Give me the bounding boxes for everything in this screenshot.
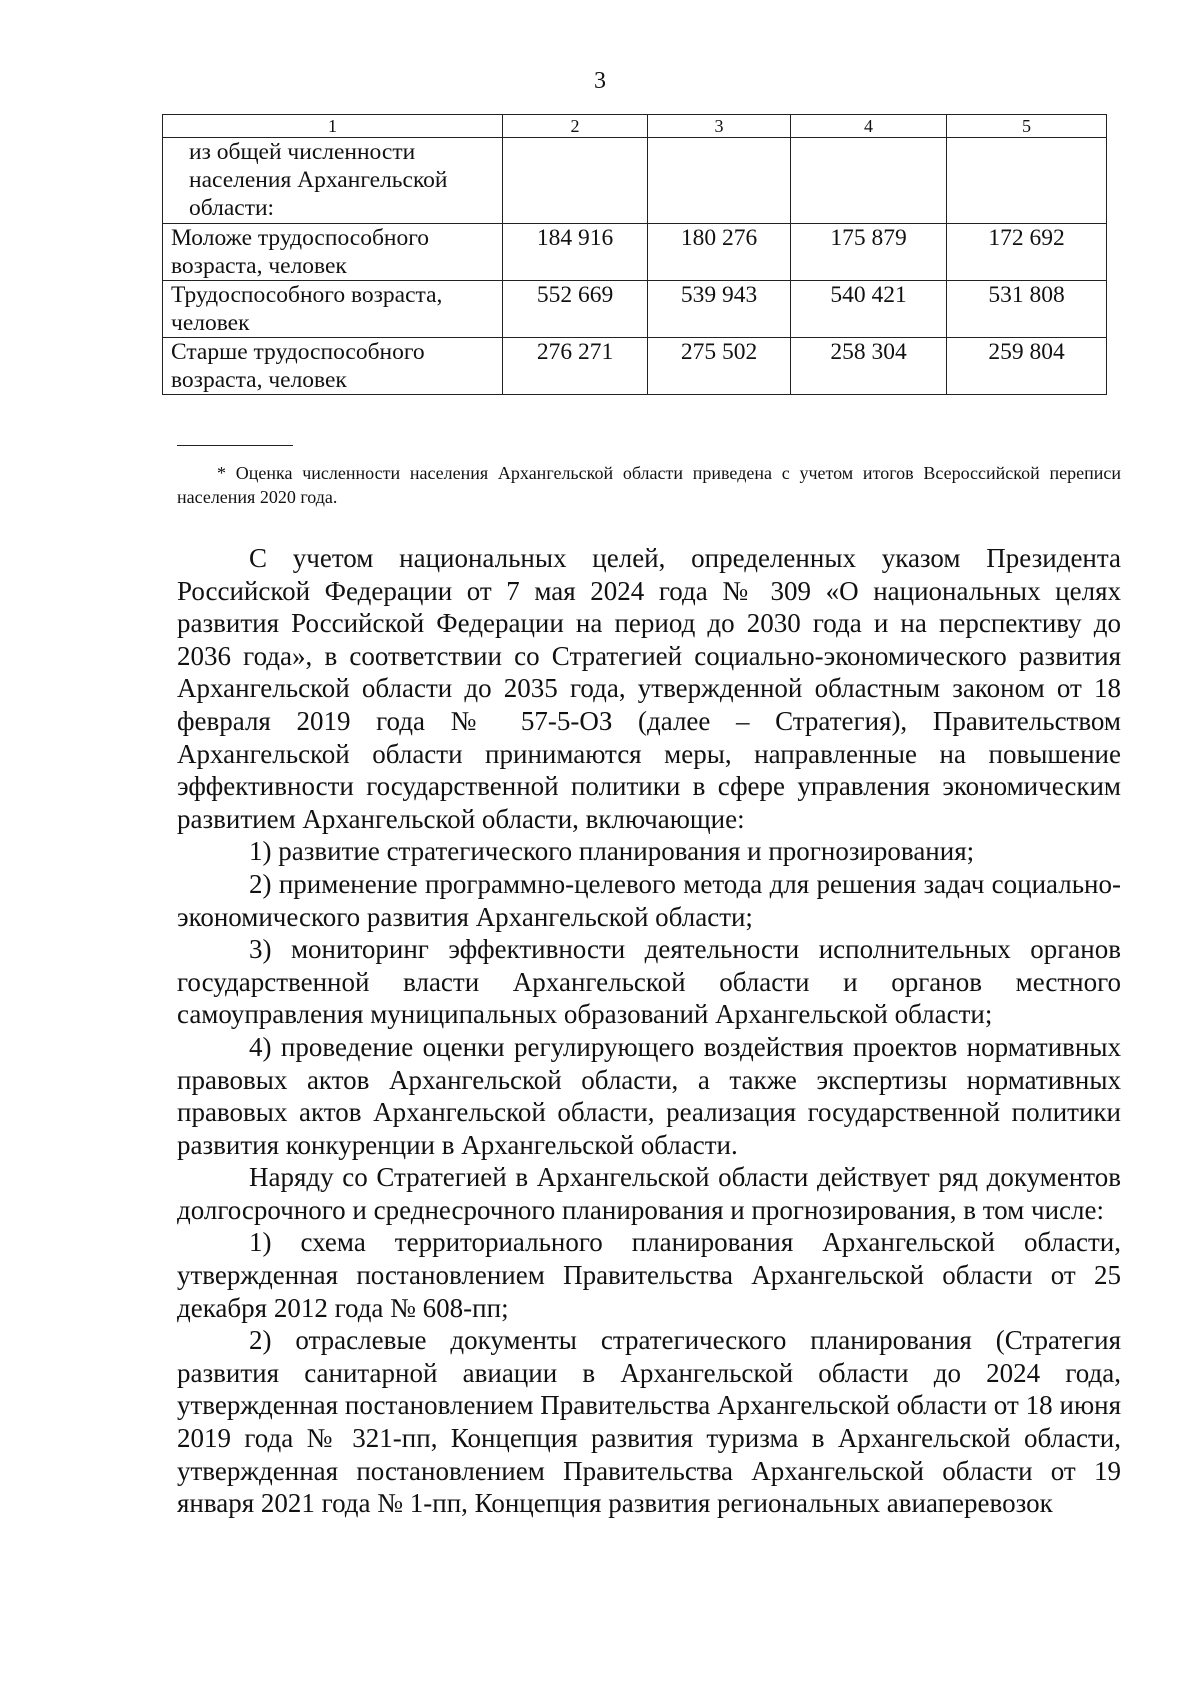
footnote-divider xyxy=(177,445,293,446)
table-cell: 276 271 xyxy=(503,338,648,395)
paragraph: Наряду со Стратегией в Архангельской области действует ряд документов долгосрочного и среднесрочного планирования и прогнозирования, в том числе: xyxy=(177,1162,1121,1225)
table-subheading-row xyxy=(163,138,1107,224)
table-row-label: Моложе трудоспособного возраста, человек xyxy=(163,224,503,281)
table-header-cell: 3 xyxy=(648,115,791,138)
table-header-cell: 4 xyxy=(791,115,947,138)
table-empty-cell xyxy=(791,138,947,224)
table-subheading: из общей численности населения Архангельской области: xyxy=(163,138,503,224)
table-header-cell: 1 xyxy=(163,115,503,138)
table-cell: 275 502 xyxy=(648,338,791,395)
table-empty-cell xyxy=(648,138,791,224)
paragraph: С учетом национальных целей, определенных указом Президента Российской Федерации от 7 мая 2024 года № 309 «О национальных целях развития Российской Федерации на период до 2030 года и на перспективу до 2036 года», в соответствии со Стратегией социально-экономического развития Архангельской области до 2035 года, утвержденной областным законом от 18 февраля 2019 года № 57-5-ОЗ (далее – Стратегия), Правительством Архангельской области принимаются меры, направленные на повышение эффективности государственной политики в сфере управления экономическим развитием Архангельской области, включающие: xyxy=(177,543,1121,834)
table-cell: 172 692 xyxy=(947,224,1107,281)
population-table xyxy=(162,114,1107,395)
table-header-cell: 5 xyxy=(947,115,1107,138)
paragraph: 2) применение программно-целевого метода для решения задач социально-экономического развития Архангельской области; xyxy=(177,868,1121,932)
footnote xyxy=(177,461,1121,509)
page-number: 3 xyxy=(594,68,606,94)
table-cell: 259 804 xyxy=(947,338,1107,395)
body-text xyxy=(177,542,1121,1520)
table-row xyxy=(163,224,1107,281)
table-row xyxy=(163,338,1107,395)
table-empty-cell xyxy=(503,138,648,224)
table-cell: 540 421 xyxy=(791,281,947,338)
table-cell: 184 916 xyxy=(503,224,648,281)
paragraph: 3) мониторинг эффективности деятельности исполнительных органов государственной власти Архангельской области и органов местного самоуправления муниципальных образований Архангельской области; xyxy=(177,934,1121,1030)
table-empty-cell xyxy=(947,138,1107,224)
paragraph: 1) развитие стратегического планирования и прогнозирования; xyxy=(249,836,975,867)
paragraph: 1) схема территориального планирования Архангельской области, утвержденная постановлением Правительства Архангельской области от 25 декабря 2012 года № 608-пп; xyxy=(177,1227,1121,1323)
table-row xyxy=(163,281,1107,338)
table-header-row xyxy=(163,115,1107,138)
table-header-cell: 2 xyxy=(503,115,648,138)
table-cell: 258 304 xyxy=(791,338,947,395)
table-row-label: Старше трудоспособного возраста, человек xyxy=(163,338,503,395)
table-cell: 180 276 xyxy=(648,224,791,281)
paragraph: 4) проведение оценки регулирующего воздействия проектов нормативных правовых актов Архангельской области, а также экспертизы нормативных правовых актов Архангельской области, реализация государственной политики развития конкуренции в Архангельской области. xyxy=(177,1031,1121,1160)
table-cell: 531 808 xyxy=(947,281,1107,338)
table-cell: 175 879 xyxy=(791,224,947,281)
table-cell: 539 943 xyxy=(648,281,791,338)
paragraph: 2) отраслевые документы стратегического планирования (Стратегия развития санитарной авиации в Архангельской области до 2024 года, утвержденная постановлением Правительства Архангельской области от 18 июня 2019 года № 321-пп, Концепция развития туризма в Архангельской области, утвержденная постановлением Правительства Архангельской области от 19 января 2021 года № 1-пп, Концепция развития региональных авиаперевозок xyxy=(177,1325,1121,1519)
table-row-label: Трудоспособного возраста, человек xyxy=(163,281,503,338)
table-cell: 552 669 xyxy=(503,281,648,338)
footnote-text: * Оценка численности населения Архангельской области приведена с учетом итогов Всероссийской переписи населения 2020 года. xyxy=(177,463,1121,507)
